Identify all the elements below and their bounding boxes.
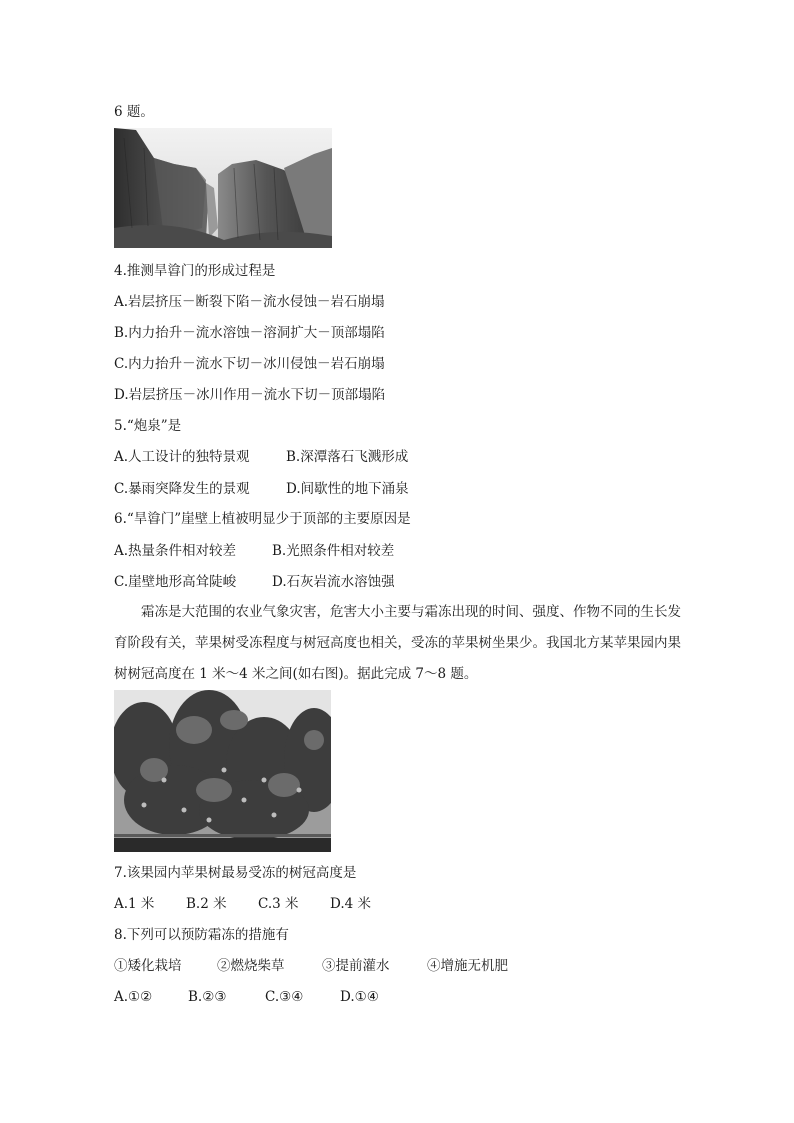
q8-item-4: ④增施无机肥 <box>427 958 508 974</box>
q8-option-a: A.①② <box>114 989 153 1005</box>
q6-option-d: D.石灰岩流水溶蚀强 <box>272 574 395 590</box>
q8-option-b: B.②③ <box>188 989 227 1005</box>
q6-option-a: A.热量条件相对较差 <box>114 543 237 559</box>
q7-option-d: D.4 米 <box>330 896 372 912</box>
q8-item-1: ①矮化栽培 <box>114 958 182 974</box>
q7-option-c: C.3 米 <box>258 896 299 912</box>
q6-stem: 6.“旱㽏门”崖壁上植被明显少于顶部的主要原因是 <box>114 511 411 527</box>
q5-option-b: B.深潭落石飞溅形成 <box>286 449 409 465</box>
q8-item-2: ②燃烧柴草 <box>217 958 285 974</box>
q5-option-a: A.人工设计的独特景观 <box>114 449 250 465</box>
q5-stem: 5.“炮泉”是 <box>114 418 182 434</box>
q7-option-b: B.2 米 <box>186 896 227 912</box>
q4-stem: 4.推测旱㽏门的形成过程是 <box>114 263 276 279</box>
q5-option-d: D.间歇性的地下涌泉 <box>286 481 409 497</box>
q4-option-c: C.内力抬升－流水下切－冰川侵蚀－岩石崩塌 <box>114 356 385 372</box>
q6-option-c: C.崖壁地形高耸陡峻 <box>114 574 237 590</box>
q8-item-3: ③提前灌水 <box>322 958 390 974</box>
q7-option-a: A.1 米 <box>114 896 155 912</box>
q7-stem: 7.该果园内苹果树最易受冻的树冠高度是 <box>114 865 357 881</box>
q5-option-c: C.暴雨突降发生的景观 <box>114 481 250 497</box>
intro-tail: 6 题。 <box>114 104 154 120</box>
q4-option-a: A.岩层挤压－断裂下陷－流水侵蚀－岩石崩塌 <box>114 294 385 310</box>
passage-frost: 霜冻是大范围的农业气象灾害，危害大小主要与霜冻出现的时间、强度、作物不同的生长发育阶段有关，苹果树受冻程度与树冠高度也相关，受冻的苹果树坐果少。我国北方某苹果园内果树树冠高度在 1 米～4 米之间(如右图)。据此完成 7～8 题。 <box>114 604 681 682</box>
orchard-photo <box>114 690 331 852</box>
q8-option-d: D.①④ <box>340 989 379 1005</box>
q4-option-b: B.内力抬升－流水溶蚀－溶洞扩大－顶部塌陷 <box>114 325 385 341</box>
q8-option-c: C.③④ <box>265 989 304 1005</box>
q8-stem: 8.下列可以预防霜冻的措施有 <box>114 927 289 943</box>
q6-option-b: B.光照条件相对较差 <box>272 543 395 559</box>
q4-option-d: D.岩层挤压－冰川作用－流水下切－顶部塌陷 <box>114 387 386 403</box>
gorge-photo <box>114 128 332 248</box>
